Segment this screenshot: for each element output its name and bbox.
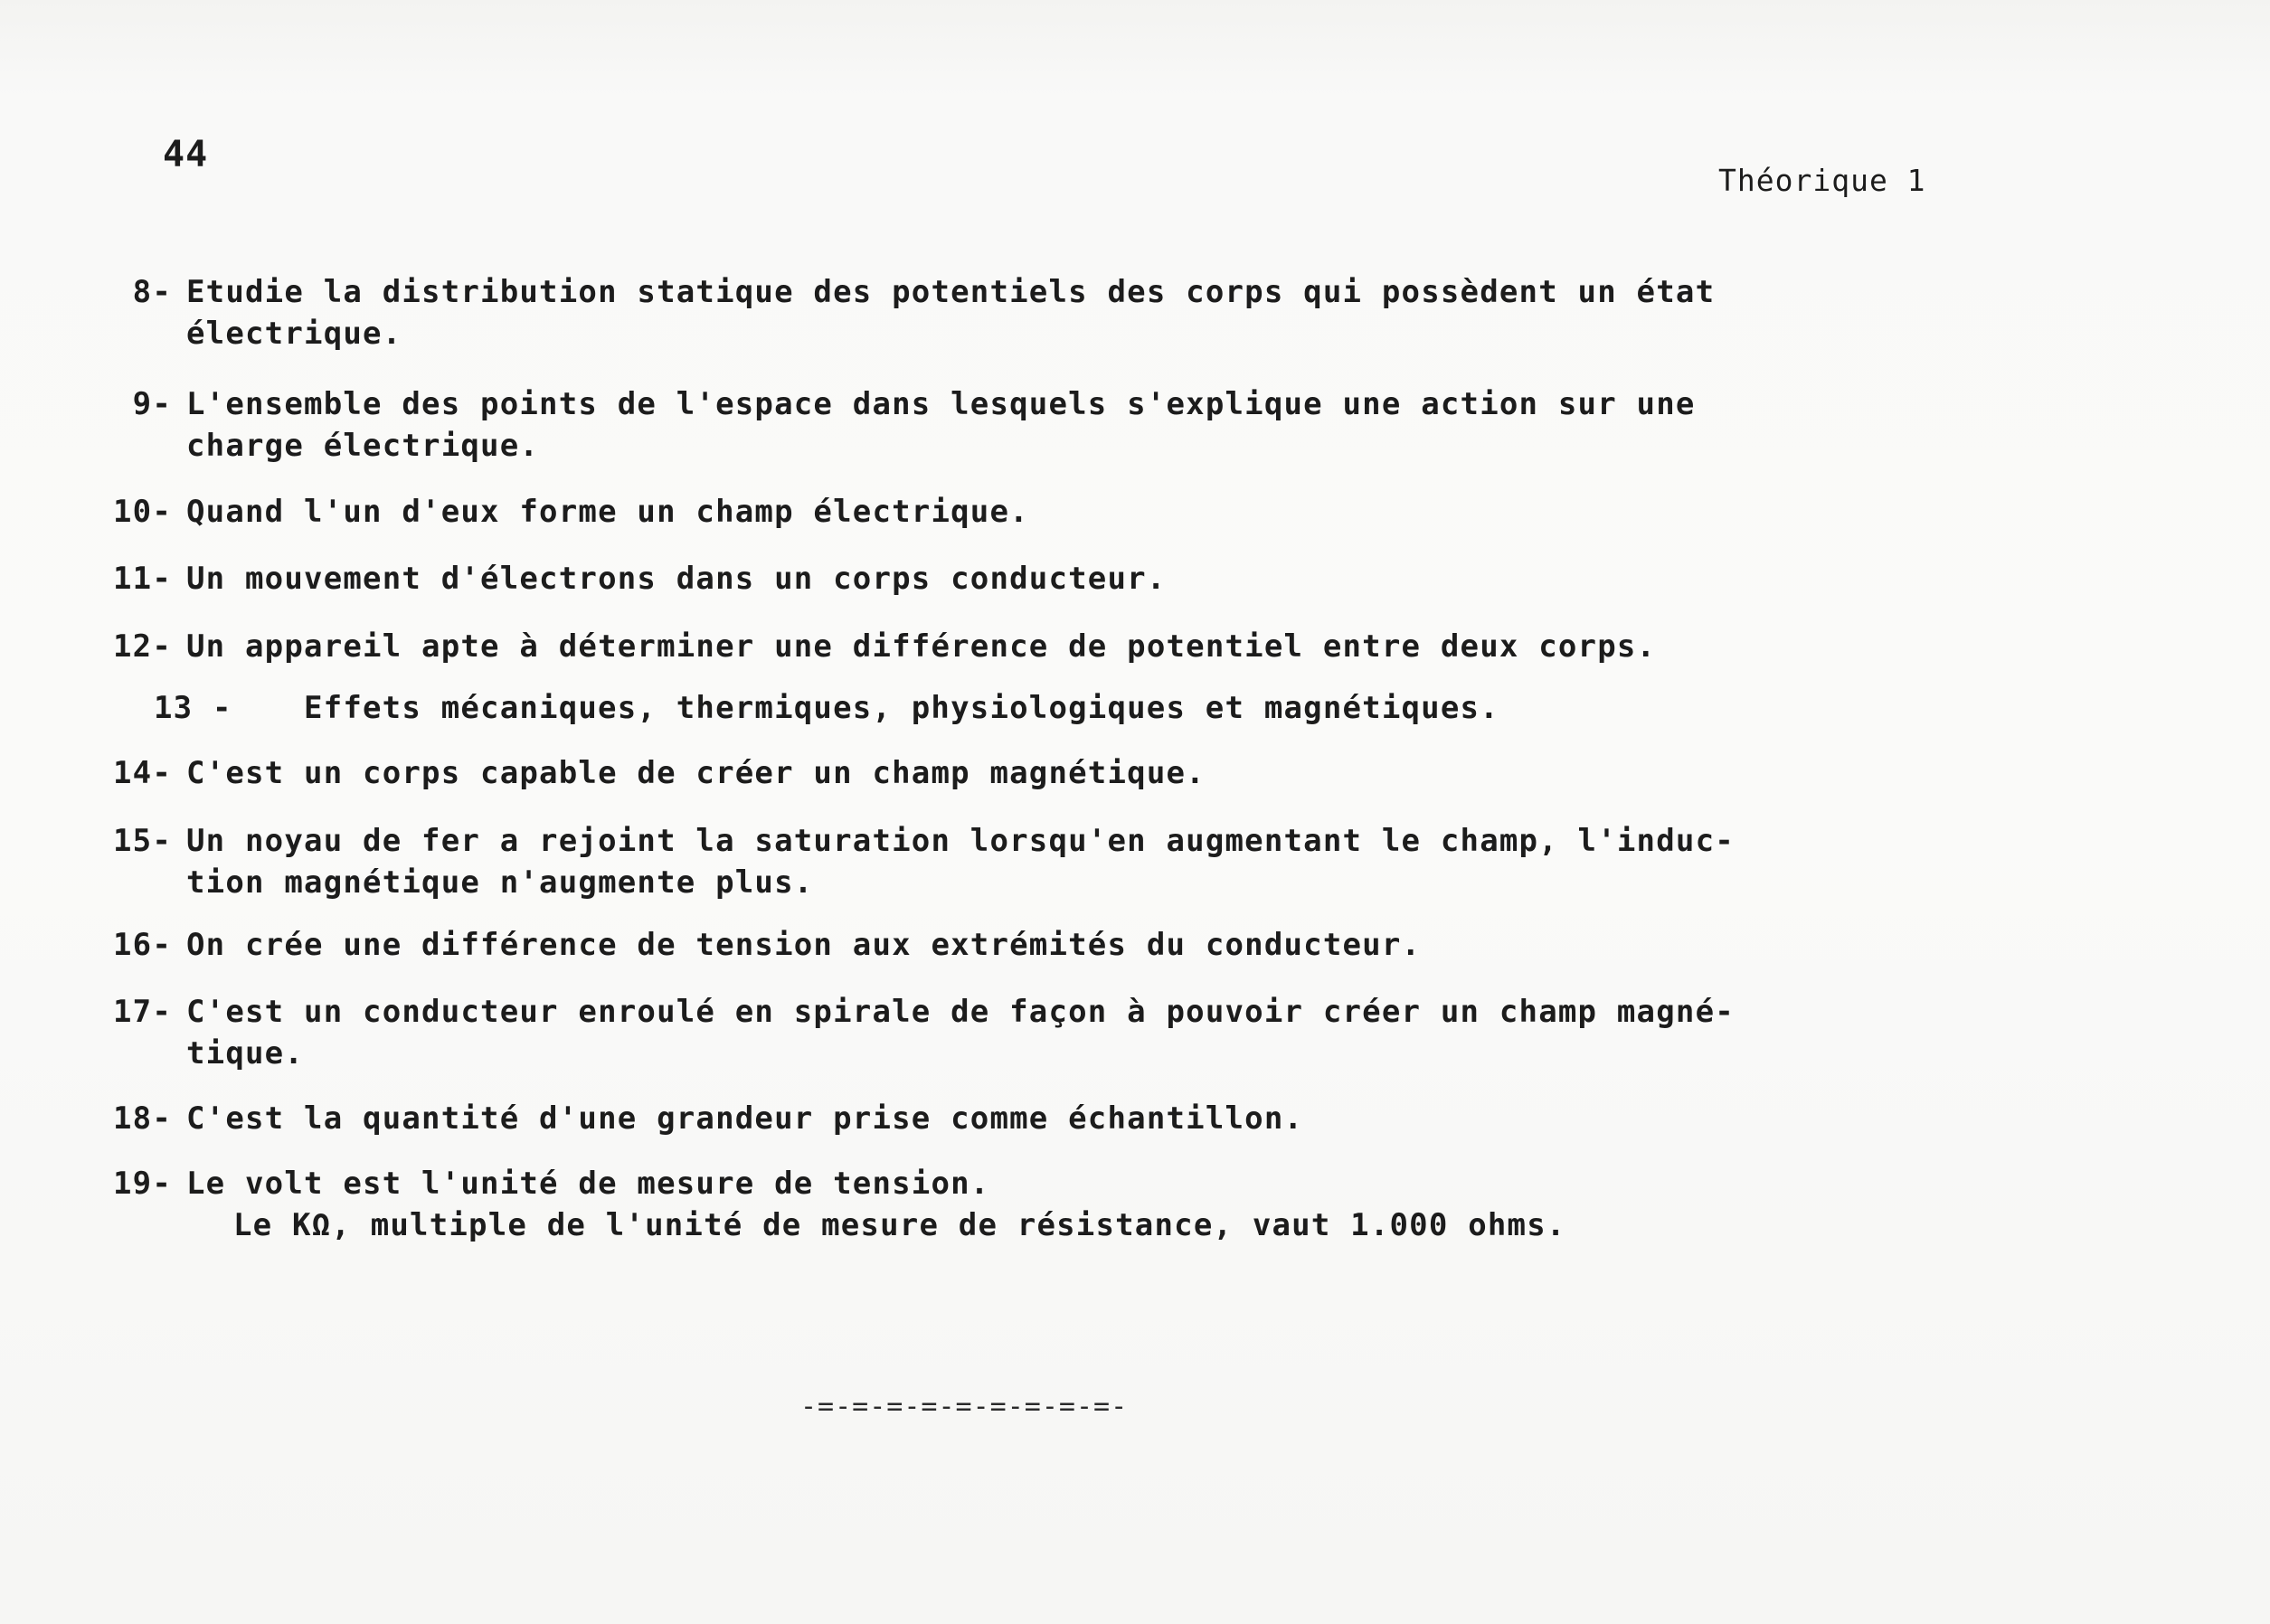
answer-text: L'ensemble des points de l'espace dans lesquels s'explique une action sur une (186, 386, 1696, 422)
answer-item-11 (81, 558, 1167, 600)
answer-text: Un noyau de fer a rejoint la saturation lorsqu'en augmentant le champ, l'induc- (186, 823, 1735, 859)
answer-text: tion magnétique n'augmente plus. (186, 864, 814, 901)
answer-text: Etudie la distribution statique des potentiels des corps qui possèdent un état (186, 274, 1716, 310)
answer-item-19 (81, 1163, 1566, 1246)
answer-number: 9- (132, 386, 172, 422)
end-separator: -=-=-=-=-=-=-=-=-=- (800, 1391, 1129, 1422)
answer-item-17 (81, 991, 1735, 1074)
running-header: Théorique 1 (1718, 163, 1926, 198)
answer-number: 10- (112, 494, 172, 530)
answer-number: 16- (112, 927, 172, 963)
answer-number: 17- (112, 994, 172, 1030)
answer-text: Quand l'un d'eux forme un champ électrique. (186, 494, 1029, 530)
answer-item-15 (81, 820, 1735, 903)
answer-number: 15- (112, 823, 172, 859)
answer-item-16 (81, 924, 1421, 966)
answer-number: 13 - (154, 690, 232, 726)
answer-text: Effets mécaniques, thermiques, physiologiques et magnétiques. (304, 690, 1499, 726)
answer-item-13 (81, 687, 1499, 729)
answer-text: On crée une différence de tension aux extrémités du conducteur. (186, 927, 1422, 963)
answer-item-12 (81, 626, 1656, 667)
answer-number: 12- (112, 628, 172, 665)
answer-number: 14- (112, 755, 172, 791)
answer-text: tique. (186, 1035, 305, 1072)
answer-number: 18- (112, 1100, 172, 1137)
answer-text: Un mouvement d'électrons dans un corps conducteur. (186, 561, 1167, 597)
answer-item-8 (81, 271, 1715, 354)
answer-item-10 (81, 491, 1029, 533)
answer-text: C'est un conducteur enroulé en spirale de façon à pouvoir créer un champ magné- (186, 994, 1735, 1030)
answer-text: Le volt est l'unité de mesure de tension. (186, 1166, 990, 1202)
answer-text: C'est un corps capable de créer un champ magnétique. (186, 755, 1206, 791)
answer-number: 8- (132, 274, 172, 310)
answer-item-14 (81, 752, 1206, 794)
answer-text: charge électrique. (186, 428, 540, 464)
answer-item-9 (81, 383, 1696, 467)
answer-text: C'est la quantité d'une grandeur prise comme échantillon. (186, 1100, 1304, 1137)
answer-number: 19- (112, 1166, 172, 1202)
answer-number: 11- (112, 561, 172, 597)
answer-text: électrique. (186, 316, 402, 352)
page-number: 44 (163, 134, 209, 175)
answer-text: Un appareil apte à déterminer une différence de potentiel entre deux corps. (186, 628, 1657, 665)
answer-text: Le KΩ, multiple de l'unité de mesure de résistance, vaut 1.000 ohms. (233, 1207, 1566, 1243)
answer-item-18 (81, 1098, 1303, 1139)
